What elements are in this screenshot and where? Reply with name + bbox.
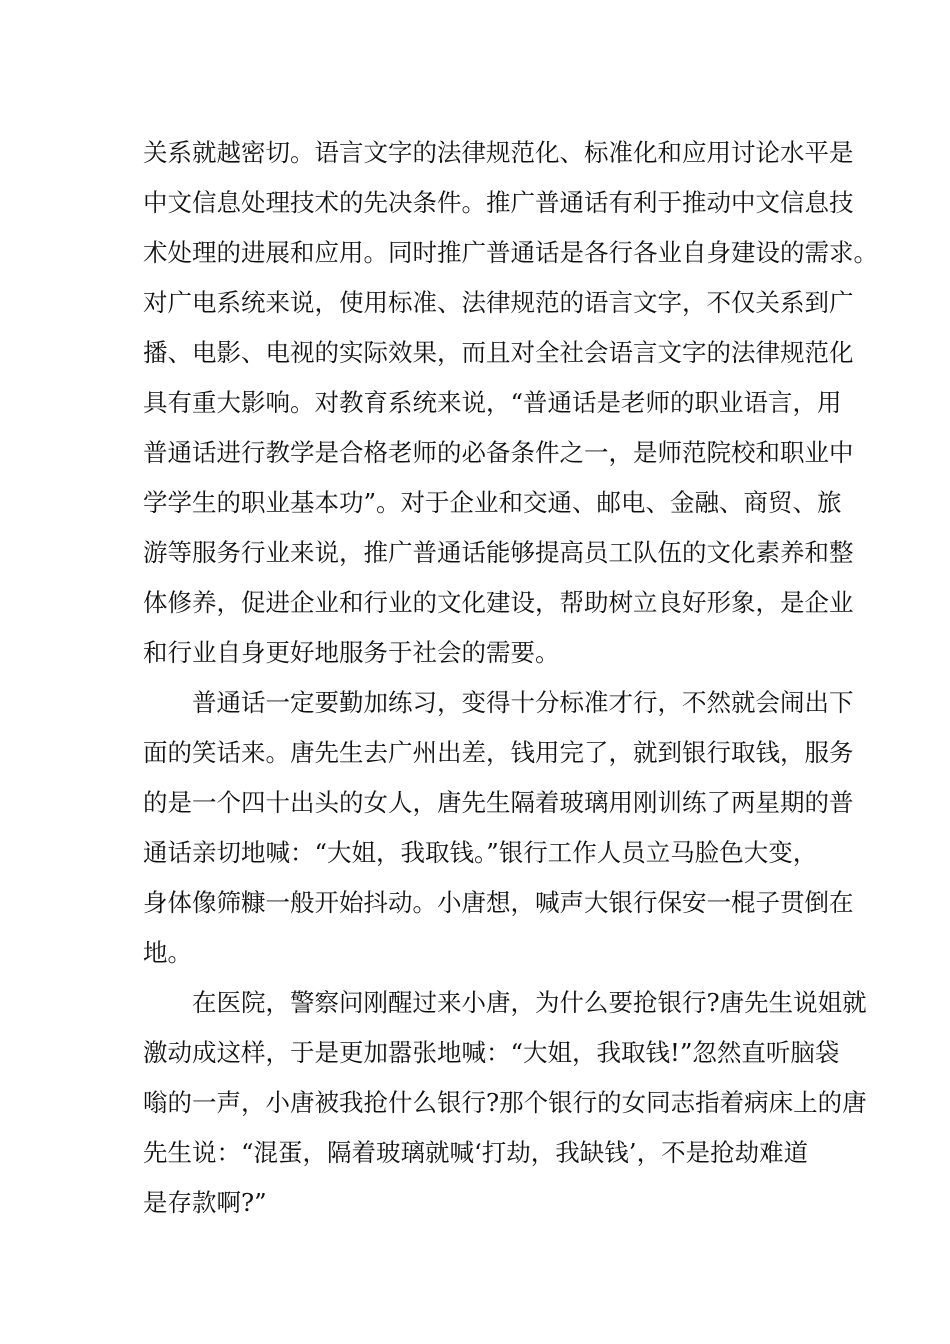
text-line: 普通话进行教学是合格老师的必备条件之一，是师范院校和职业中: [143, 438, 854, 467]
text-line: 激动成这样，于是更加嚣张地喊：“大姐，我取钱!”忽然直听脑袋: [143, 1038, 840, 1067]
text-line: 具有重大影响。对教育系统来说，“普通话是老师的职业语言，用: [143, 388, 842, 417]
text-line: 通话亲切地喊：“大姐，我取钱。”银行工作人员立马脸色大变，: [143, 838, 818, 867]
text-line: 普通话一定要勤加练习，变得十分标准才行，不然就会闹出下: [143, 688, 854, 717]
text-line: 中文信息处理技术的先决条件。推广普通话有利于推动中文信息技: [143, 188, 854, 217]
text-line: 和行业自身更好地服务于社会的需要。: [143, 638, 560, 667]
text-line: 学学生的职业基本功”。对于企业和交通、邮电、金融、商贸、旅: [143, 488, 842, 517]
paragraph-3: [143, 978, 867, 1228]
document-body: [143, 128, 878, 1228]
text-line: 播、电影、电视的实际效果，而且对全社会语言文字的法律规范化: [143, 338, 854, 367]
text-line: 游等服务行业来说，推广普通话能够提高员工队伍的文化素养和整: [143, 538, 854, 567]
text-line: 是存款啊?”: [143, 1188, 267, 1217]
paragraph-2: [143, 678, 854, 978]
text-line: 体修养，促进企业和行业的文化建设，帮助树立良好形象，是企业: [143, 588, 854, 617]
text-line: 关系就越密切。语言文字的法律规范化、标准化和应用讨论水平是: [143, 138, 854, 167]
text-line: 地。: [143, 938, 192, 967]
text-line: 术处理的进展和应用。同时推广普通话是各行各业自身建设的需求。: [143, 238, 878, 267]
text-line: 先生说：“混蛋，隔着玻璃就喊‘打劫，我缺钱’，不是抢劫难道: [143, 1138, 809, 1167]
text-line: 在医院，警察问刚醒过来小唐，为什么要抢银行?唐先生说姐就: [143, 988, 867, 1017]
text-line: 对广电系统来说，使用标准、法律规范的语言文字，不仅关系到广: [143, 288, 854, 317]
text-line: 身体像筛糠一般开始抖动。小唐想，喊声大银行保安一棍子贯倒在: [143, 888, 854, 917]
paragraph-1: [143, 128, 878, 678]
text-line: 的是一个四十出头的女人，唐先生隔着玻璃用刚训练了两星期的普: [143, 788, 854, 817]
text-line: 嗡的一声，小唐被我抢什么银行?那个银行的女同志指着病床上的唐: [143, 1088, 867, 1117]
text-line: 面的笑话来。唐先生去广州出差，钱用完了，就到银行取钱，服务: [143, 738, 854, 767]
